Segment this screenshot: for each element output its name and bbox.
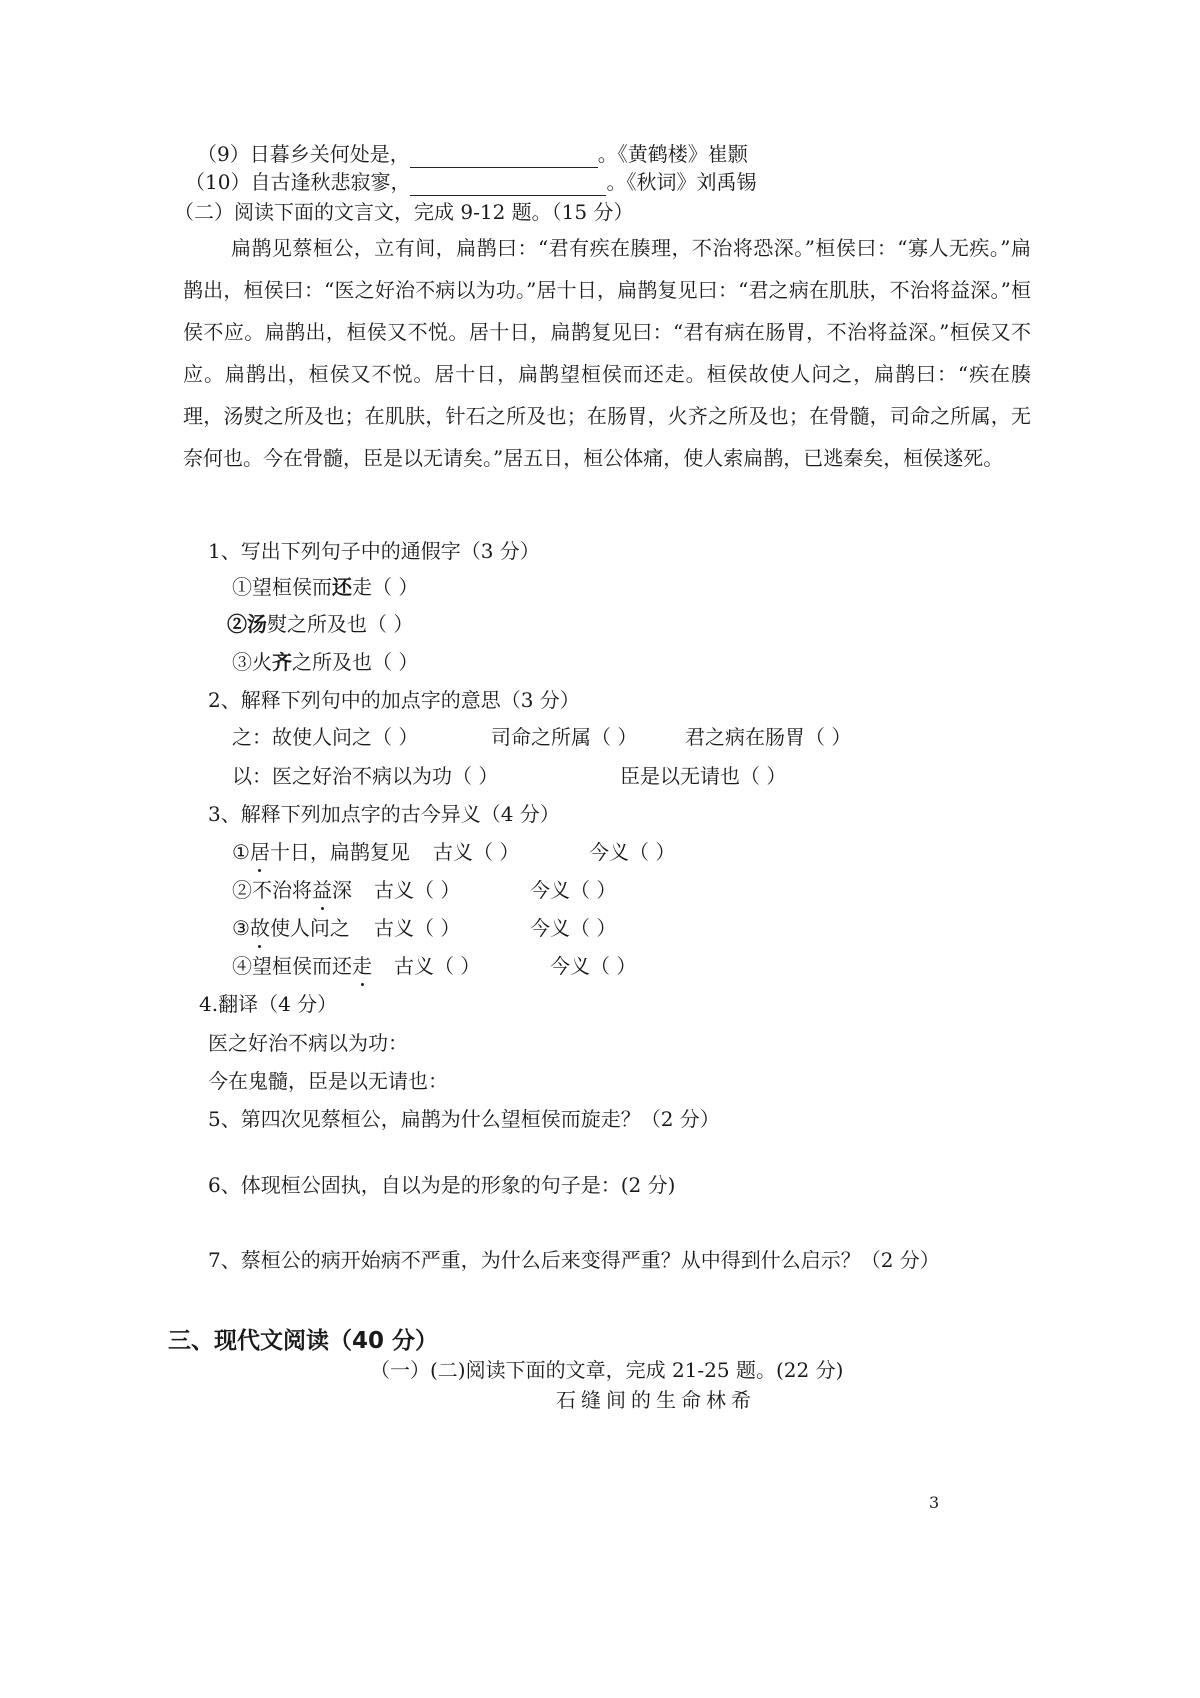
article-title: 石缝间的生命林希 — [556, 1388, 756, 1412]
q1-item-2-post: 熨之所及也（ ） — [267, 612, 414, 636]
q3-item-4-pre: ④望桓侯而还 — [232, 954, 352, 978]
q3-item-3-circ: ③ — [232, 916, 250, 940]
section2-heading: （二）阅读下面的文言文，完成 9-12 题。（15 分） — [174, 200, 634, 224]
q3-item-4-dotted: 走 — [352, 954, 372, 978]
q1-item-1-key: 还 — [332, 575, 352, 599]
q1-title: 1、写出下列句子中的通假字（3 分） — [208, 539, 540, 563]
q3-item-4-gu: 古义（ ） — [394, 954, 481, 978]
q3-item-2 — [232, 876, 352, 904]
page-number: 3 — [929, 1493, 940, 1512]
q3-item-1-gu: 古义（ ） — [433, 840, 520, 864]
q3-item-3 — [232, 914, 350, 942]
q3-title: 3、解释下列加点字的古今异义（4 分） — [208, 802, 560, 826]
q5: 5、第四次见蔡桓公，扁鹊为什么望桓侯而旋走？（2 分） — [208, 1107, 720, 1131]
q10-answer-blank[interactable] — [410, 175, 606, 196]
q1-item-2 — [227, 610, 413, 638]
q3-item-1-rest: 十日，扁鹊复见 — [269, 840, 410, 864]
q3-item-1-circ: ① — [232, 840, 250, 864]
q9-prefix: （9）日暮乡关何处是， — [197, 142, 410, 166]
q3-item-2-gu: 古义（ ） — [374, 878, 461, 902]
section3-heading: 三、现代文阅读（40 分） — [168, 1328, 439, 1354]
q7: 7、蔡桓公的病开始病不严重，为什么后来变得严重？从中得到什么启示？（2 分） — [208, 1248, 940, 1272]
q3-item-1 — [232, 838, 410, 866]
q1-item-3-key: 齐 — [272, 650, 292, 674]
q1-item-1-post: 走（ ） — [352, 575, 419, 599]
q4-sentence-2: 今在鬼髓，臣是以无请也： — [208, 1069, 448, 1093]
q3-item-4-jin: 今义（ ） — [550, 954, 637, 978]
q1-item-1-pre: ①望桓侯而 — [232, 575, 332, 599]
q3-item-3-jin: 今义（ ） — [530, 916, 617, 940]
q2-row1-b: 司命之所属（ ） — [491, 725, 638, 749]
q9-suffix: 。《黄鹤楼》崔颢 — [597, 142, 748, 166]
fill-q10 — [185, 168, 756, 196]
classical-passage: 扁鹊见蔡桓公，立有间，扁鹊曰：“君有疾在腠理，不治将恐深。”桓侯曰：“寡人无疾。”扁鹊出，桓侯曰：“医之好治不病以为功。”居十日，扁鹊复见曰：“君之病在肌肤，不治将益深。”桓侯不应。扁鹊出，桓侯又不悦。居十日，扁鹊复见曰：“君有病在肠胃，不治将益深。”桓侯又不应。扁鹊出，桓侯又不悦。居十日，扁鹊望桓侯而还走。桓侯故使人问之，扁鹊曰：“疾在腠理，汤熨之所及也；在肌肤，针石之所及也；在肠胃，火齐之所及也；在骨髓，司命之所属，无奈何也。今在骨髓，臣是以无请矣。”居五日，桓公体痛，使人索扁鹊，已逃秦矣，桓侯遂死。 — [183, 236, 1031, 470]
q3-item-1-jin: 今义（ ） — [589, 840, 676, 864]
q1-item-2-key: 汤 — [247, 612, 267, 636]
q1-item-3-pre: ③火 — [232, 650, 272, 674]
q2-row1-c: 君之病在肠胃（ ） — [685, 725, 852, 749]
q3-item-1-dotted: 居 — [249, 840, 270, 864]
q3-item-2-dotted: 益 — [312, 878, 332, 902]
q3-item-2-jin: 今义（ ） — [530, 878, 617, 902]
section3-subheading: （一）(二)阅读下面的文章，完成 21-25 题。(22 分) — [370, 1358, 844, 1382]
q10-suffix: 。《秋词》刘禹锡 — [606, 170, 757, 194]
q2-row2-b: 臣是以无请也（ ） — [620, 764, 787, 788]
q4-sentence-1: 医之好治不病以为功： — [208, 1031, 408, 1055]
q3-item-2-pre: ②不治将 — [232, 878, 312, 902]
q1-item-3-post: 之所及也（ ） — [292, 650, 419, 674]
q3-item-2-rest: 深 — [332, 878, 352, 902]
fill-q9 — [197, 140, 748, 168]
q3-item-3-dotted: 故 — [249, 916, 270, 940]
q2-title: 2、解释下列句中的加点字的意思（3 分） — [208, 688, 580, 712]
q6: 6、体现桓公固执，自以为是的形象的句子是：(2 分) — [208, 1173, 676, 1197]
q1-item-3 — [232, 648, 418, 676]
q1-item-1 — [232, 573, 418, 601]
q3-item-3-rest: 使人问之 — [269, 916, 350, 940]
q10-prefix: （10）自古逢秋悲寂寥， — [185, 170, 411, 194]
q2-row1-a: 之：故使人问之（ ） — [232, 725, 419, 749]
q2-row2-a: 以：医之好治不病以为功（ ） — [232, 764, 499, 788]
q9-answer-blank[interactable] — [410, 147, 598, 168]
q3-item-4 — [232, 952, 372, 980]
q1-item-2-circ: ② — [227, 612, 247, 636]
q4-title: 4.翻译（4 分） — [199, 992, 338, 1016]
q3-item-3-gu: 古义（ ） — [374, 916, 461, 940]
